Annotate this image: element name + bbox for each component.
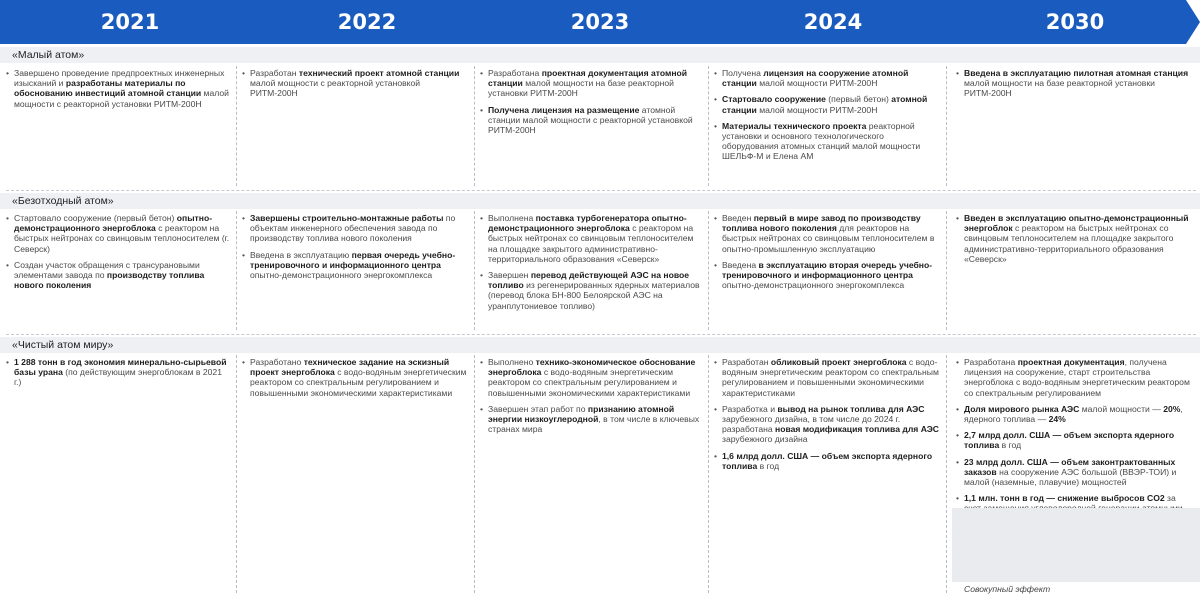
year-label-2023: 2023 [570,10,630,34]
column-divider [946,66,947,186]
year-label-2030: 2030 [1045,10,1105,34]
milestone-item: • Введена в эксплуатацию пилотная атомная станция малой мощности на базе реакторной установки РИТМ-200Н [956,68,1192,99]
milestone-column-2023 [480,68,702,141]
milestone-item: • Разработка и вывод на рынок топлива для АЭС зарубежного дизайна, в том числе до 2024 г. разработана новая модификация топлива для АЭС зарубежного дизайна [714,404,940,445]
column-divider [474,355,475,593]
milestone-item: • Завершен этап работ по признанию атомной энергии низкоуглеродной, в том числе в ключевых странах мира [480,404,702,435]
milestone-column-2021 [6,213,231,296]
row-divider [6,190,1196,191]
milestone-column-2030 [956,68,1192,105]
milestone-column-2021 [6,68,231,115]
year-label-2024: 2024 [803,10,863,34]
row-divider [6,334,1196,335]
milestone-item: • Получена лицензия на сооружение атомной станции малой мощности РИТМ-200Н [714,68,940,88]
column-divider [708,355,709,593]
section-title: «Безотходный атом» [0,193,1200,209]
column-divider [946,355,947,593]
milestone-item: • 1,6 млрд долл. США — объем экспорта ядерного топлива в год [714,451,940,471]
milestone-item: • Стартовало сооружение (первый бетон) атомной станции малой мощности РИТМ-200Н [714,94,940,114]
milestone-column-2022 [242,68,467,105]
milestone-item: • 1,1 млн. тонн в год — снижение выбросов CO2 за [956,493,1192,524]
section-title: «Чистый атом миру» [0,337,1200,353]
column-divider [708,66,709,186]
milestone-column-2024 [714,68,940,168]
year-label-2021: 2021 [100,10,160,34]
milestone-column-2024 [714,213,940,296]
milestone-item: • Введен первый в мире завод по производству топлива нового поколения для реакторов на быстрых нейтронах со свинцовым теплоносителем в опытно-промышленную эксплуатацию [714,213,940,254]
milestone-item: • Введена в эксплуатацию первая очередь учебно-тренировочного и информационного центра опытно-демонстрационного энергокомплекса [242,250,467,281]
milestone-column-2023 [480,357,702,440]
milestone-item: • Материалы технического проекта реакторной установки и основного технологического оборудования атомных станций малой мощности ШЕЛЬФ-М и Елена АМ [714,121,940,162]
milestone-item: • Завершено проведение предпроектных инженерных изысканий и разработаны материалы по обоснованию инвестиций атомной станции малой мощности с реакторной установки РИТМ-200Н [6,68,231,109]
section-title: «Малый атом» [0,47,1200,63]
milestone-item: • 1 288 тонн в год экономия минерально-сырьевой базы урана (по действующим энергоблокам в 2021 г.) [6,357,231,388]
column-divider [708,211,709,330]
milestone-item: • Получена лицензия на размещение атомной станции малой мощности с реакторной установкой РИТМ-200Н [480,105,702,136]
footnote: Совокупный эффект [964,584,1051,594]
milestone-item: • Выполнено технико-экономическое обоснование энергоблока с водо-водяным энергетическим реактором со спектральным регулированием и повышенными экономическими характеристиками [480,357,702,398]
milestone-item: • Стартовало сооружение (первый бетон) опытно-демонстрационного энергоблока с реактором на быстрых нейтронах со свинцовым теплоносителем (г. Северск) [6,213,231,254]
milestone-item: • Разработана проектная документация атомной станции малой мощности на базе реакторной установки РИТМ-200Н [480,68,702,99]
column-divider [474,66,475,186]
milestone-column-2021 [6,357,231,394]
milestone-item: • Доля мирового рынка АЭС малой мощности — 20%, ядерного топлива — 24% [956,404,1192,424]
milestone-item: • Завершены строительно-монтажные работы по объектам инженерного обеспечения завода по производству топлива нового поколения [242,213,467,244]
milestone-item: • Введена в эксплуатацию вторая очередь учебно-тренировочного и информационного центра опытно-демонстрационного энергокомплекса [714,260,940,291]
milestone-item: • Введен в эксплуатацию опытно-демонстрационный энергоблок с реактором на быстрых нейтронах со свинцовым теплоносителем на площадке закрытого административно-территориального образования «Северск» [956,213,1192,264]
column-divider [236,355,237,593]
milestone-item: • Создан участок обращения с трансурановыми элементами завода по производству топлива нового поколения [6,260,231,291]
milestone-column-2024 [714,357,940,477]
year-label-2022: 2022 [337,10,397,34]
milestone-item: • Разработана проектная документация, получена лицензия на сооружение, старт строительства энергоблока с водо-водяным энергетическим реактором со спектральным регулированием [956,357,1192,398]
milestone-column-2022 [242,357,467,404]
milestone-column-2023 [480,213,702,317]
milestone-item: • 2,7 млрд долл. США — объем экспорта ядерного топлива в год [956,430,1192,450]
milestone-item: • Разработано техническое задание на эскизный проект энергоблока с водо-водяным энергетическим реактором со спектральным регулированием и повышенными экономическими характеристиками [242,357,467,398]
milestone-item: • Разработан технический проект атомной станции малой мощности с реакторной установкой РИТМ-200Н [242,68,467,99]
milestone-item: • Разработан обликовый проект энергоблока с водо-водяным энергетическим реактором со спектральным регулированием и повышенными экономическими характеристиками [714,357,940,398]
column-divider [474,211,475,330]
milestone-item: • Завершен перевод действующей АЭС на новое топливо из регенерированных ядерных материалов (перевод блока БН-800 Белоярской АЭС на уранплутониевое топливо) [480,270,702,311]
milestone-column-2022 [242,213,467,286]
milestone-item: • 23 млрд долл. США — объем законтрактованных заказов на сооружение АЭС большой (ВВЭР-ТОИ) и малой (наземные, плавучие) мощностей [956,457,1192,488]
milestone-item: • Выполнена поставка турбогенератора опытно-демонстрационного энергоблока с реактором на быстрых нейтронах со свинцовым теплоносителем на площадке закрытого административно-территориального образования «Северск» [480,213,702,264]
column-divider [236,211,237,330]
column-divider [946,211,947,330]
column-divider [236,66,237,186]
cumulative-effect-highlight [952,508,1200,582]
milestone-column-2030 [956,213,1192,270]
